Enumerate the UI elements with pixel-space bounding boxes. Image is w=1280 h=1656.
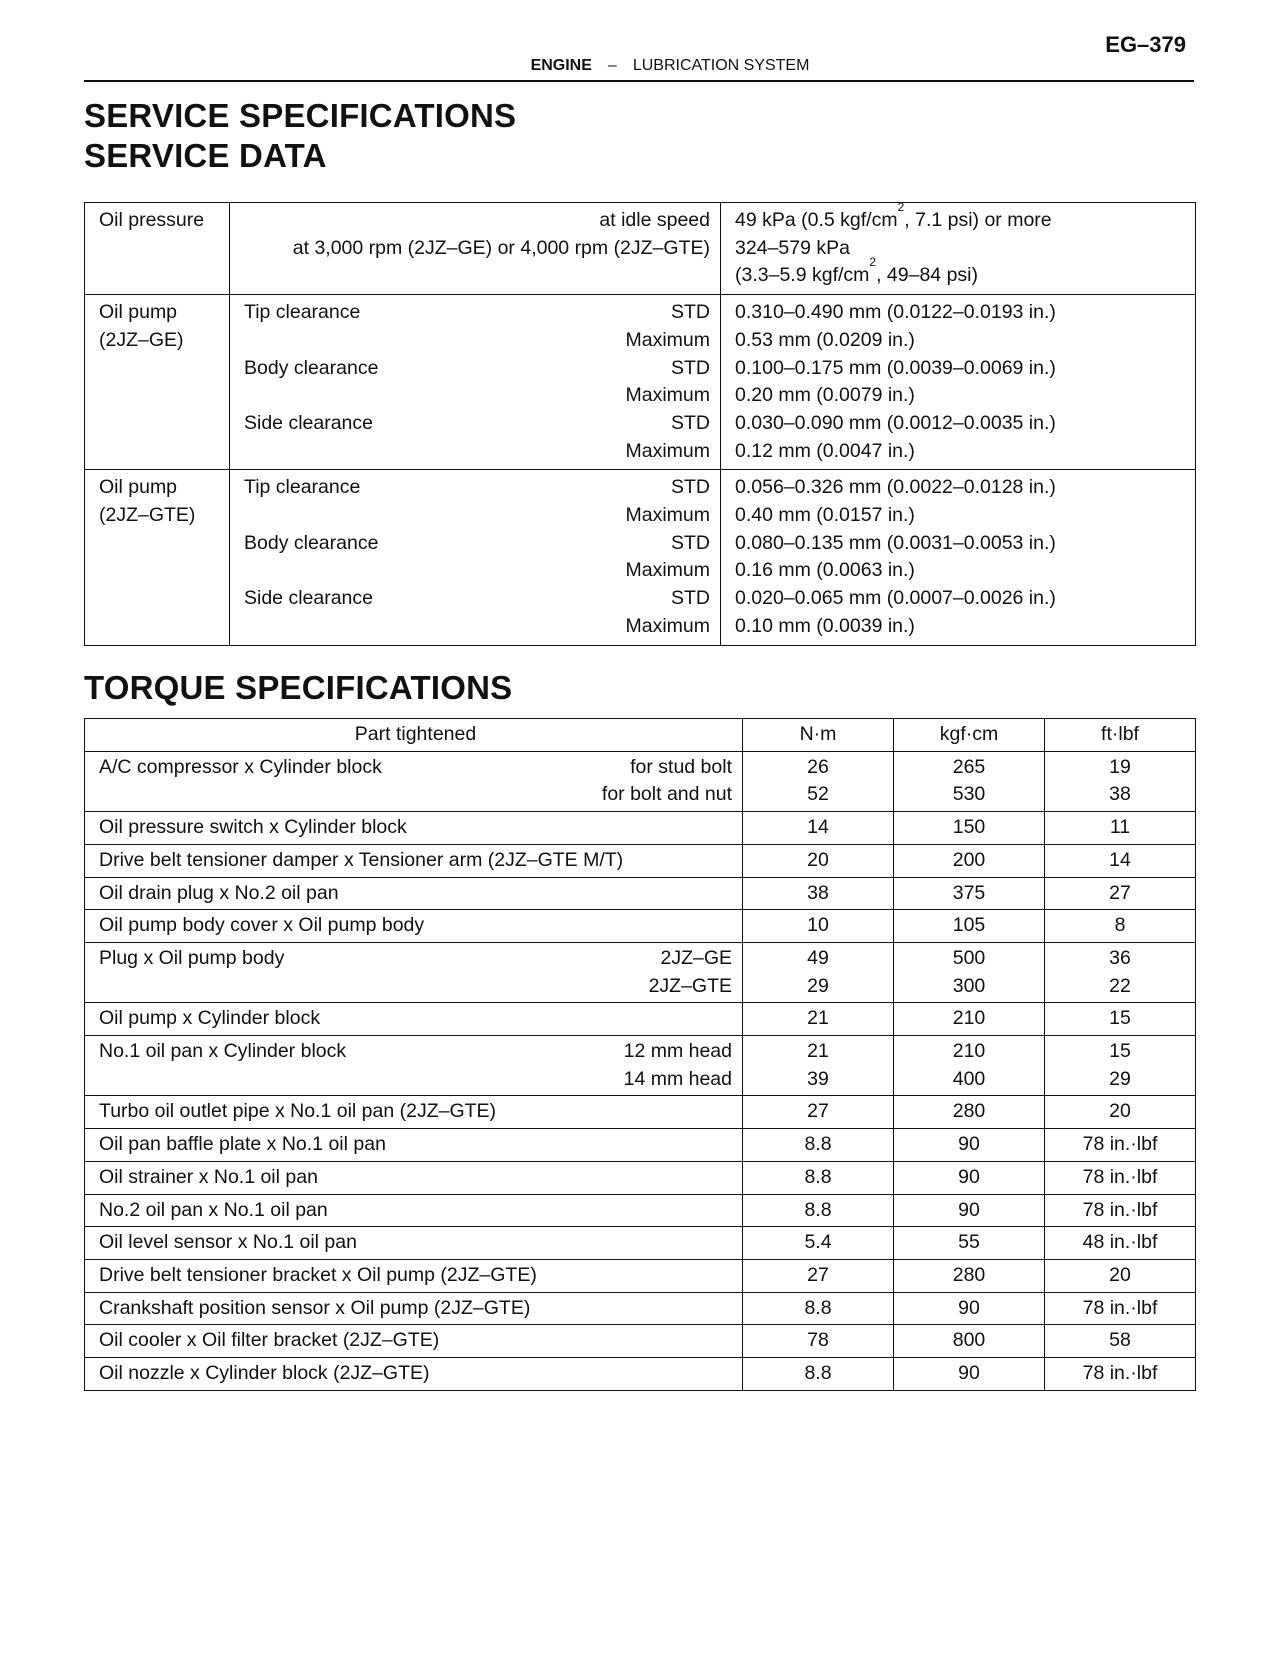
header-nm: N·m <box>743 719 894 752</box>
ftlbf-value: 38 <box>1109 783 1131 806</box>
spec-kind: Maximum <box>625 328 710 351</box>
torque-ftlbf <box>1045 942 1196 1002</box>
torque-nm <box>743 1096 894 1129</box>
part-line <box>99 1038 732 1066</box>
torque-part <box>85 1036 743 1096</box>
spec-item: Side clearance <box>244 411 373 434</box>
nm-value: 52 <box>807 783 829 806</box>
part-name: Oil nozzle x Cylinder block (2JZ–GTE) <box>99 1362 430 1385</box>
kgf-value: 375 <box>952 881 986 904</box>
oil-pressure-values <box>721 200 1196 295</box>
spec-item: Body clearance <box>244 356 379 379</box>
torque-kgf <box>894 751 1045 811</box>
torque-nm <box>743 877 894 910</box>
torque-kgf <box>894 1036 1045 1096</box>
torque-row <box>85 1194 1196 1227</box>
torque-part <box>85 910 743 943</box>
part-line <box>99 1164 732 1192</box>
torque-kgf <box>894 844 1045 877</box>
torque-nm <box>743 1194 894 1227</box>
nm-value: 14 <box>807 816 829 839</box>
kgf-value: 200 <box>952 848 986 871</box>
torque-part <box>85 751 743 811</box>
part-line <box>99 847 732 875</box>
value-idle <box>735 200 1185 235</box>
torque-row <box>85 1325 1196 1358</box>
torque-kgf <box>894 812 1045 845</box>
part-name: Turbo oil outlet pipe x No.1 oil pan (2JZ–GTE) <box>99 1100 497 1123</box>
spec-value: 0.10 mm (0.0039 in.) <box>735 614 915 637</box>
part-line <box>99 781 732 809</box>
value-rpm-1: 324–579 kPa <box>735 236 850 259</box>
spec-kind: Maximum <box>625 614 710 637</box>
kgf-value: 90 <box>958 1198 980 1221</box>
running-head-separator: – <box>607 57 617 74</box>
nm-value: 8.8 <box>804 1165 832 1188</box>
ftlbf-value: 58 <box>1109 1329 1131 1352</box>
part-line <box>99 754 732 782</box>
torque-kgf <box>894 1358 1045 1391</box>
torque-part <box>85 812 743 845</box>
nm-value: 27 <box>807 1263 829 1286</box>
torque-kgf <box>894 1129 1045 1162</box>
kgf-value: 800 <box>952 1329 986 1352</box>
nm-value: 21 <box>807 1007 829 1030</box>
part-line <box>99 1295 732 1323</box>
kgf-value: 280 <box>952 1263 986 1286</box>
torque-ftlbf <box>1045 1036 1196 1096</box>
spec-line <box>244 557 710 585</box>
torque-nm <box>743 942 894 1002</box>
spec-item: Tip clearance <box>244 476 361 499</box>
value-rpm-2a: (3.3–5.9 kgf/cm <box>735 264 870 287</box>
torque-kgf <box>894 910 1045 943</box>
part-name: Plug x Oil pump body <box>99 946 285 969</box>
spec-value: 0.056–0.326 mm (0.0022–0.0128 in.) <box>735 476 1056 499</box>
superscript: 2 <box>897 200 905 214</box>
torque-row <box>85 812 1196 845</box>
spec-value: 0.12 mm (0.0047 in.) <box>735 439 915 462</box>
torque-row <box>85 1358 1196 1391</box>
part-line <box>99 1229 732 1257</box>
part-line <box>99 1005 732 1033</box>
torque-kgf <box>894 877 1045 910</box>
torque-nm <box>743 1003 894 1036</box>
running-head-subsection: LUBRICATION SYSTEM <box>632 57 810 74</box>
ftlbf-value: 22 <box>1109 974 1131 997</box>
condition-rpm: at 3,000 rpm (2JZ–GE) or 4,000 rpm (2JZ–GTE) <box>292 236 710 259</box>
torque-part <box>85 1194 743 1227</box>
ftlbf-value: 78 in.·lbf <box>1082 1296 1158 1319</box>
label-line: Oil pump <box>99 476 178 499</box>
ftlbf-value: 78 in.·lbf <box>1082 1362 1158 1385</box>
spec-line <box>244 438 710 466</box>
kgf-value: 400 <box>952 1067 986 1090</box>
torque-nm <box>743 1227 894 1260</box>
torque-kgf <box>894 942 1045 1002</box>
kgf-value: 150 <box>952 816 986 839</box>
condition-idle: at idle speed <box>599 209 710 231</box>
part-name: Drive belt tensioner damper x Tensioner arm (2JZ–GTE M/T) <box>99 848 624 871</box>
torque-header-row <box>85 719 1196 752</box>
nm-value: 8.8 <box>804 1362 832 1385</box>
part-line <box>99 1360 732 1388</box>
spec-value: 0.030–0.090 mm (0.0012–0.0035 in.) <box>735 411 1056 434</box>
torque-nm <box>743 812 894 845</box>
ftlbf-value: 15 <box>1109 1007 1131 1030</box>
part-line <box>99 814 732 842</box>
title-service-data: SERVICE DATA <box>84 137 327 174</box>
spec-kind: Maximum <box>625 504 710 527</box>
part-name: A/C compressor x Cylinder block <box>99 755 382 778</box>
torque-part <box>85 1096 743 1129</box>
torque-ftlbf <box>1045 1161 1196 1194</box>
torque-kgf <box>894 1259 1045 1292</box>
part-line <box>99 973 732 1001</box>
part-name: No.1 oil pan x Cylinder block <box>99 1040 347 1063</box>
header-ftlbf: ft·lbf <box>1045 719 1196 752</box>
ftlbf-value: 11 <box>1109 816 1131 839</box>
torque-nm <box>743 1129 894 1162</box>
ftlbf-value: 36 <box>1109 946 1131 969</box>
part-name: No.2 oil pan x No.1 oil pan <box>99 1198 328 1221</box>
spec-line <box>244 299 710 327</box>
torque-part <box>85 1129 743 1162</box>
spec-value: 0.020–0.065 mm (0.0007–0.0026 in.) <box>735 587 1056 610</box>
torque-ftlbf <box>1045 844 1196 877</box>
superscript: 2 <box>869 255 877 270</box>
torque-ftlbf <box>1045 1194 1196 1227</box>
spec-kind: Maximum <box>625 384 710 407</box>
oil-pump-gte-items <box>230 470 721 645</box>
oil-pressure-label: Oil pressure <box>85 203 230 295</box>
kgf-value: 90 <box>958 1133 980 1156</box>
torque-row <box>85 877 1196 910</box>
part-name: Oil pump body cover x Oil pump body <box>99 914 425 937</box>
spec-item: Body clearance <box>244 531 379 554</box>
spec-value: 0.080–0.135 mm (0.0031–0.0053 in.) <box>735 531 1056 554</box>
spec-line <box>244 502 710 530</box>
nm-value: 38 <box>807 881 829 904</box>
nm-value: 8.8 <box>804 1198 832 1221</box>
torque-nm <box>743 1161 894 1194</box>
spec-item: Tip clearance <box>244 301 361 324</box>
part-condition: 12 mm head <box>623 1040 732 1063</box>
ftlbf-value: 78 in.·lbf <box>1082 1133 1158 1156</box>
ftlbf-value: 14 <box>1109 848 1131 871</box>
torque-part <box>85 1227 743 1260</box>
part-condition: 2JZ–GE <box>660 946 732 969</box>
torque-row <box>85 1129 1196 1162</box>
torque-ftlbf <box>1045 812 1196 845</box>
torque-part <box>85 1292 743 1325</box>
nm-value: 78 <box>807 1329 829 1352</box>
nm-value: 8.8 <box>804 1296 832 1319</box>
spec-value: 0.16 mm (0.0063 in.) <box>735 559 915 582</box>
part-line <box>99 1098 732 1126</box>
torque-nm <box>743 1358 894 1391</box>
nm-value: 49 <box>807 946 829 969</box>
kgf-value: 500 <box>952 946 986 969</box>
torque-kgf <box>894 1227 1045 1260</box>
oil-pump-ge-values <box>721 295 1196 470</box>
spec-item: Side clearance <box>244 587 373 610</box>
torque-ftlbf <box>1045 751 1196 811</box>
spec-line <box>244 613 710 641</box>
part-name: Oil level sensor x No.1 oil pan <box>99 1231 357 1254</box>
torque-row <box>85 1227 1196 1260</box>
spec-line <box>244 355 710 383</box>
torque-row <box>85 751 1196 811</box>
spec-value: 0.100–0.175 mm (0.0039–0.0069 in.) <box>735 356 1056 379</box>
nm-value: 39 <box>807 1067 829 1090</box>
part-name: Oil pan baffle plate x No.1 oil pan <box>99 1133 386 1156</box>
spec-value: 0.53 mm (0.0209 in.) <box>735 328 915 351</box>
part-line <box>99 1197 732 1225</box>
running-head <box>0 58 1280 74</box>
torque-ftlbf <box>1045 1129 1196 1162</box>
part-condition: 2JZ–GTE <box>648 974 732 997</box>
torque-row <box>85 910 1196 943</box>
oil-pressure-conditions <box>230 203 721 295</box>
torque-nm <box>743 1036 894 1096</box>
spec-kind: STD <box>671 411 710 434</box>
running-head-section: ENGINE <box>530 57 592 74</box>
torque-nm <box>743 1259 894 1292</box>
header-rule <box>84 80 1194 82</box>
kgf-value: 210 <box>952 1040 986 1063</box>
value-rpm-2 <box>735 255 1185 290</box>
torque-ftlbf <box>1045 1003 1196 1036</box>
ftlbf-value: 27 <box>1109 881 1131 904</box>
label-line: (2JZ–GTE) <box>99 504 196 527</box>
ftlbf-value: 78 in.·lbf <box>1082 1165 1158 1188</box>
ftlbf-value: 20 <box>1109 1263 1131 1286</box>
torque-nm <box>743 1292 894 1325</box>
nm-value: 5.4 <box>804 1231 832 1254</box>
torque-row <box>85 1036 1196 1096</box>
torque-part <box>85 1259 743 1292</box>
torque-ftlbf <box>1045 1259 1196 1292</box>
kgf-value: 55 <box>958 1231 980 1254</box>
torque-kgf <box>894 1161 1045 1194</box>
part-line <box>99 880 732 908</box>
kgf-value: 90 <box>958 1165 980 1188</box>
torque-row <box>85 1292 1196 1325</box>
torque-ftlbf <box>1045 877 1196 910</box>
oil-pump-ge-items <box>230 295 721 470</box>
value-idle-a: 49 kPa (0.5 kgf/cm <box>735 209 898 231</box>
ftlbf-value: 48 in.·lbf <box>1082 1231 1158 1254</box>
torque-ftlbf <box>1045 910 1196 943</box>
nm-value: 27 <box>807 1100 829 1123</box>
torque-part <box>85 844 743 877</box>
torque-row <box>85 942 1196 1002</box>
part-line <box>99 912 732 940</box>
nm-value: 8.8 <box>804 1133 832 1156</box>
torque-part <box>85 877 743 910</box>
kgf-value: 300 <box>952 974 986 997</box>
spec-value: 0.40 mm (0.0157 in.) <box>735 504 915 527</box>
spec-kind: STD <box>671 476 710 499</box>
part-name: Crankshaft position sensor x Oil pump (2JZ–GTE) <box>99 1296 531 1319</box>
torque-ftlbf <box>1045 1096 1196 1129</box>
torque-row <box>85 1259 1196 1292</box>
value-rpm-2b: , 49–84 psi) <box>876 264 978 287</box>
spec-kind: STD <box>671 531 710 554</box>
torque-nm <box>743 910 894 943</box>
ftlbf-value: 29 <box>1109 1067 1131 1090</box>
oil-pressure-row <box>85 203 1196 295</box>
part-condition: for stud bolt <box>630 755 732 778</box>
kgf-value: 530 <box>952 783 986 806</box>
torque-ftlbf <box>1045 1325 1196 1358</box>
torque-nm <box>743 844 894 877</box>
kgf-value: 265 <box>952 755 986 778</box>
ftlbf-value: 78 in.·lbf <box>1082 1198 1158 1221</box>
kgf-value: 90 <box>958 1362 980 1385</box>
part-condition: for bolt and nut <box>601 783 732 806</box>
header-part: Part tightened <box>85 719 743 752</box>
nm-value: 29 <box>807 974 829 997</box>
torque-row <box>85 1003 1196 1036</box>
oil-pump-gte-label <box>85 470 230 645</box>
kgf-value: 90 <box>958 1296 980 1319</box>
torque-kgf <box>894 1194 1045 1227</box>
kgf-value: 210 <box>952 1007 986 1030</box>
torque-part <box>85 1358 743 1391</box>
torque-ftlbf <box>1045 1358 1196 1391</box>
oil-pump-gte-values <box>721 470 1196 645</box>
torque-ftlbf <box>1045 1227 1196 1260</box>
spec-kind: Maximum <box>625 559 710 582</box>
service-data-table <box>84 202 1196 646</box>
title-torque-specifications: TORQUE SPECIFICATIONS <box>84 669 513 706</box>
spec-value: 0.20 mm (0.0079 in.) <box>735 384 915 407</box>
part-line <box>99 1262 732 1290</box>
spec-line <box>244 382 710 410</box>
part-line <box>99 1066 732 1094</box>
spec-line <box>244 530 710 558</box>
kgf-value: 105 <box>952 914 986 937</box>
part-name: Oil cooler x Oil filter bracket (2JZ–GTE) <box>99 1329 440 1352</box>
ftlbf-value: 15 <box>1109 1040 1131 1063</box>
part-name: Oil pressure switch x Cylinder block <box>99 816 407 839</box>
nm-value: 26 <box>807 755 829 778</box>
part-line <box>99 945 732 973</box>
ftlbf-value: 8 <box>1114 914 1126 937</box>
part-line <box>99 1131 732 1159</box>
part-name: Oil pump x Cylinder block <box>99 1007 321 1030</box>
torque-ftlbf <box>1045 1292 1196 1325</box>
spec-kind: STD <box>671 301 710 324</box>
spec-line <box>244 410 710 438</box>
torque-part <box>85 1003 743 1036</box>
value-idle-b: , 7.1 psi) or more <box>904 209 1052 231</box>
ftlbf-value: 19 <box>1109 755 1131 778</box>
oil-pump-ge-label <box>85 295 230 470</box>
part-name: Oil strainer x No.1 oil pan <box>99 1165 318 1188</box>
torque-kgf <box>894 1096 1045 1129</box>
label-line: (2JZ–GE) <box>99 328 184 351</box>
torque-nm <box>743 751 894 811</box>
torque-nm <box>743 1325 894 1358</box>
header-kgf: kgf·cm <box>894 719 1045 752</box>
torque-part <box>85 942 743 1002</box>
torque-kgf <box>894 1292 1045 1325</box>
nm-value: 10 <box>807 914 829 937</box>
nm-value: 21 <box>807 1040 829 1063</box>
part-line <box>99 1327 732 1355</box>
oil-pump-gte-row <box>85 470 1196 645</box>
part-name: Drive belt tensioner bracket x Oil pump (2JZ–GTE) <box>99 1263 537 1286</box>
spec-line <box>244 474 710 502</box>
page-number: EG–379 <box>1105 32 1186 57</box>
spec-line <box>244 327 710 355</box>
spec-kind: STD <box>671 356 710 379</box>
torque-kgf <box>894 1325 1045 1358</box>
spec-kind: Maximum <box>625 439 710 462</box>
title-service-specifications: SERVICE SPECIFICATIONS <box>84 97 517 134</box>
torque-body <box>85 751 1196 1390</box>
torque-kgf <box>894 1003 1045 1036</box>
ftlbf-value: 20 <box>1109 1100 1131 1123</box>
oil-pump-ge-row <box>85 295 1196 470</box>
part-condition: 14 mm head <box>623 1067 732 1090</box>
spec-line <box>244 585 710 613</box>
torque-row <box>85 844 1196 877</box>
torque-row <box>85 1161 1196 1194</box>
nm-value: 20 <box>807 848 829 871</box>
part-name: Oil drain plug x No.2 oil pan <box>99 881 339 904</box>
torque-part <box>85 1161 743 1194</box>
label-line: Oil pump <box>99 301 178 324</box>
torque-part <box>85 1325 743 1358</box>
spec-kind: STD <box>671 587 710 610</box>
spec-value: 0.310–0.490 mm (0.0122–0.0193 in.) <box>735 301 1056 324</box>
torque-row <box>85 1096 1196 1129</box>
torque-table <box>84 718 1196 1391</box>
kgf-value: 280 <box>952 1100 986 1123</box>
